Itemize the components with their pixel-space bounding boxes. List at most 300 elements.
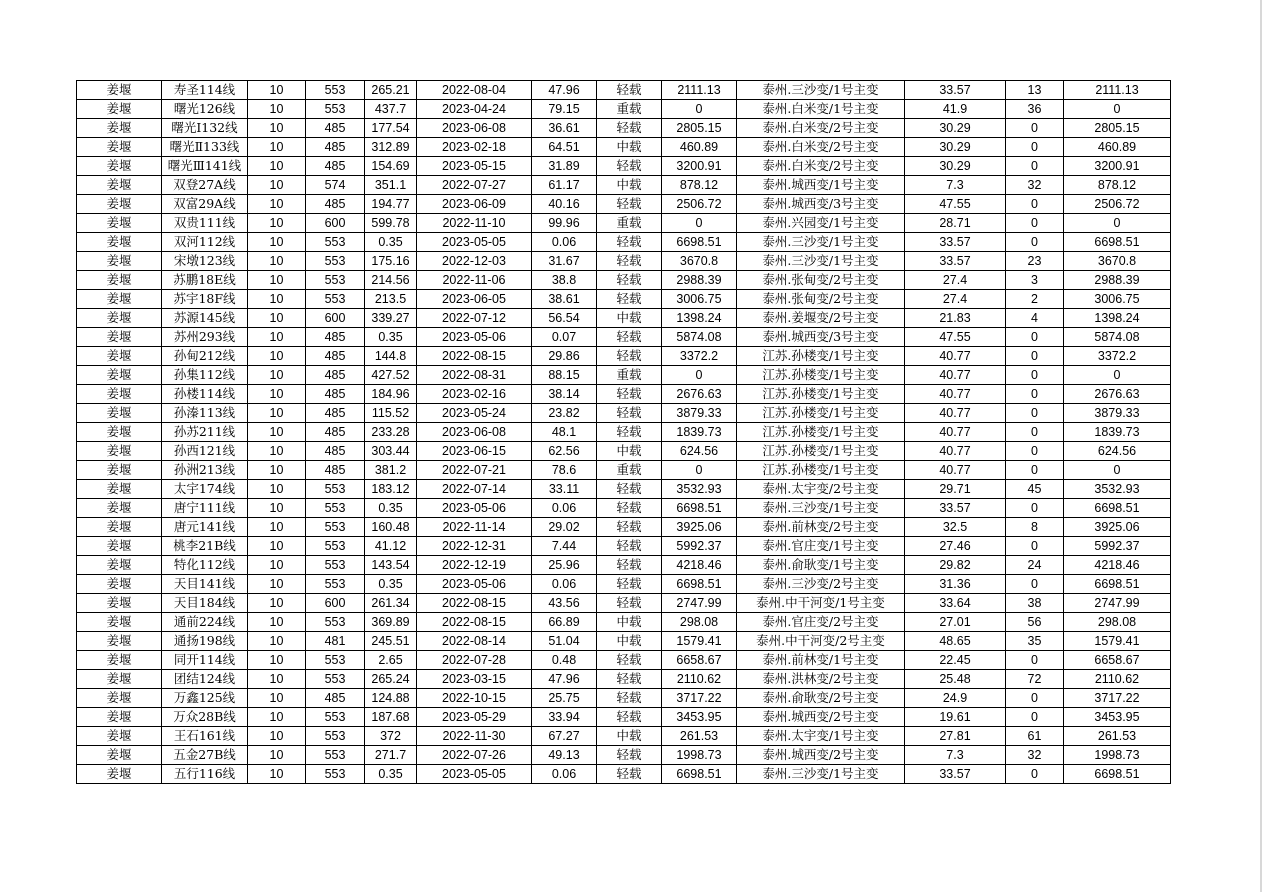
load-status-cell: 轻载 [597, 537, 662, 556]
district-cell: 姜堰 [77, 651, 162, 670]
transformer-cell: 泰州.兴园变/1号主变 [737, 214, 905, 233]
rated-capacity-cell: 485 [306, 138, 365, 157]
rated-capacity-cell: 485 [306, 689, 365, 708]
feeder-name-cell: 桃李21B线 [162, 537, 248, 556]
voltage-cell: 10 [248, 651, 306, 670]
remaining-capacity-cell: 5874.08 [1064, 328, 1171, 347]
max-load-date-cell: 2023-06-08 [417, 119, 532, 138]
load-status-cell: 轻载 [597, 708, 662, 727]
remaining-capacity-cell: 3925.06 [1064, 518, 1171, 537]
transformer-load-rate-cell: 48.65 [905, 632, 1006, 651]
district-cell: 姜堰 [77, 214, 162, 233]
feeder-name-cell: 苏宇18F线 [162, 290, 248, 309]
transformer-load-rate-cell: 19.61 [905, 708, 1006, 727]
max-load-cell: 0.35 [365, 765, 417, 784]
available-capacity-cell: 6698.51 [662, 233, 737, 252]
transformer-load-rate-cell: 27.81 [905, 727, 1006, 746]
table-row [77, 556, 1171, 575]
remaining-capacity-cell: 0 [1064, 214, 1171, 233]
max-load-date-cell: 2022-07-26 [417, 746, 532, 765]
transformer-load-rate-cell: 40.77 [905, 347, 1006, 366]
available-capacity-cell: 2110.62 [662, 670, 737, 689]
remaining-capacity-cell: 2747.99 [1064, 594, 1171, 613]
load-status-cell: 轻载 [597, 328, 662, 347]
feeder-name-cell: 孙溱113线 [162, 404, 248, 423]
pending-count-cell: 0 [1006, 765, 1064, 784]
remaining-capacity-cell: 2506.72 [1064, 195, 1171, 214]
pending-count-cell: 23 [1006, 252, 1064, 271]
transformer-cell: 泰州.太宇变/1号主变 [737, 727, 905, 746]
available-capacity-cell: 2676.63 [662, 385, 737, 404]
pending-count-cell: 0 [1006, 423, 1064, 442]
transformer-load-rate-cell: 30.29 [905, 119, 1006, 138]
max-load-date-cell: 2022-12-31 [417, 537, 532, 556]
max-load-cell: 233.28 [365, 423, 417, 442]
max-load-date-cell: 2022-08-15 [417, 613, 532, 632]
load-status-cell: 轻载 [597, 271, 662, 290]
remaining-capacity-cell: 6698.51 [1064, 765, 1171, 784]
rated-capacity-cell: 485 [306, 366, 365, 385]
available-capacity-cell: 1998.73 [662, 746, 737, 765]
transformer-load-rate-cell: 27.4 [905, 290, 1006, 309]
max-load-cell: 437.7 [365, 100, 417, 119]
load-rate-cell: 25.96 [532, 556, 597, 575]
pending-count-cell: 0 [1006, 214, 1064, 233]
transformer-cell: 泰州.张甸变/2号主变 [737, 290, 905, 309]
feeder-name-cell: 五金27B线 [162, 746, 248, 765]
load-rate-cell: 79.15 [532, 100, 597, 119]
load-rate-cell: 0.06 [532, 233, 597, 252]
load-rate-cell: 36.61 [532, 119, 597, 138]
transformer-cell: 泰州.三沙变/1号主变 [737, 233, 905, 252]
remaining-capacity-cell: 298.08 [1064, 613, 1171, 632]
max-load-cell: 175.16 [365, 252, 417, 271]
load-status-cell: 轻载 [597, 689, 662, 708]
max-load-cell: 339.27 [365, 309, 417, 328]
remaining-capacity-cell: 1998.73 [1064, 746, 1171, 765]
load-rate-cell: 38.8 [532, 271, 597, 290]
load-status-cell: 重载 [597, 366, 662, 385]
load-status-cell: 轻载 [597, 556, 662, 575]
rated-capacity-cell: 485 [306, 423, 365, 442]
transformer-load-rate-cell: 40.77 [905, 385, 1006, 404]
max-load-cell: 599.78 [365, 214, 417, 233]
pending-count-cell: 24 [1006, 556, 1064, 575]
table-row [77, 613, 1171, 632]
feeder-name-cell: 寿圣114线 [162, 81, 248, 100]
available-capacity-cell: 3006.75 [662, 290, 737, 309]
transformer-load-rate-cell: 33.57 [905, 81, 1006, 100]
rated-capacity-cell: 600 [306, 309, 365, 328]
load-rate-cell: 38.61 [532, 290, 597, 309]
available-capacity-cell: 2805.15 [662, 119, 737, 138]
load-rate-cell: 49.13 [532, 746, 597, 765]
load-status-cell: 中载 [597, 138, 662, 157]
max-load-date-cell: 2023-02-16 [417, 385, 532, 404]
voltage-cell: 10 [248, 423, 306, 442]
max-load-date-cell: 2022-12-19 [417, 556, 532, 575]
transformer-cell: 泰州.前林变/2号主变 [737, 518, 905, 537]
voltage-cell: 10 [248, 81, 306, 100]
feeder-name-cell: 曙光Ⅰ132线 [162, 119, 248, 138]
transformer-cell: 泰州.三沙变/1号主变 [737, 765, 905, 784]
district-cell: 姜堰 [77, 556, 162, 575]
table-row [77, 518, 1171, 537]
rated-capacity-cell: 481 [306, 632, 365, 651]
load-status-cell: 轻载 [597, 499, 662, 518]
transformer-load-rate-cell: 41.9 [905, 100, 1006, 119]
max-load-cell: 372 [365, 727, 417, 746]
available-capacity-cell: 1579.41 [662, 632, 737, 651]
max-load-cell: 184.96 [365, 385, 417, 404]
max-load-cell: 154.69 [365, 157, 417, 176]
rated-capacity-cell: 485 [306, 385, 365, 404]
voltage-cell: 10 [248, 309, 306, 328]
max-load-date-cell: 2022-11-14 [417, 518, 532, 537]
pending-count-cell: 0 [1006, 347, 1064, 366]
voltage-cell: 10 [248, 271, 306, 290]
feeder-name-cell: 万众28B线 [162, 708, 248, 727]
rated-capacity-cell: 485 [306, 442, 365, 461]
remaining-capacity-cell: 1839.73 [1064, 423, 1171, 442]
load-rate-cell: 56.54 [532, 309, 597, 328]
feeder-name-cell: 曙光Ⅲ141线 [162, 157, 248, 176]
max-load-date-cell: 2023-06-08 [417, 423, 532, 442]
voltage-cell: 10 [248, 214, 306, 233]
transformer-cell: 泰州.白米变/1号主变 [737, 100, 905, 119]
table-row [77, 138, 1171, 157]
load-status-cell: 轻载 [597, 575, 662, 594]
transformer-cell: 江苏.孙楼变/1号主变 [737, 461, 905, 480]
max-load-cell: 261.34 [365, 594, 417, 613]
transformer-cell: 泰州.俞耿变/1号主变 [737, 556, 905, 575]
transformer-load-rate-cell: 25.48 [905, 670, 1006, 689]
load-status-cell: 重载 [597, 100, 662, 119]
district-cell: 姜堰 [77, 233, 162, 252]
transformer-cell: 泰州.三沙变/1号主变 [737, 499, 905, 518]
pending-count-cell: 0 [1006, 461, 1064, 480]
pending-count-cell: 45 [1006, 480, 1064, 499]
feeder-name-cell: 曙光126线 [162, 100, 248, 119]
available-capacity-cell: 2747.99 [662, 594, 737, 613]
max-load-date-cell: 2023-02-18 [417, 138, 532, 157]
transformer-cell: 泰州.姜堰变/2号主变 [737, 309, 905, 328]
voltage-cell: 10 [248, 290, 306, 309]
load-status-cell: 轻载 [597, 480, 662, 499]
transformer-load-rate-cell: 33.57 [905, 499, 1006, 518]
max-load-cell: 271.7 [365, 746, 417, 765]
remaining-capacity-cell: 3532.93 [1064, 480, 1171, 499]
remaining-capacity-cell: 4218.46 [1064, 556, 1171, 575]
table-row [77, 480, 1171, 499]
remaining-capacity-cell: 624.56 [1064, 442, 1171, 461]
district-cell: 姜堰 [77, 404, 162, 423]
transformer-cell: 泰州.城西变/1号主变 [737, 176, 905, 195]
transformer-cell: 泰州.城西变/3号主变 [737, 328, 905, 347]
load-status-cell: 轻载 [597, 518, 662, 537]
transformer-load-rate-cell: 40.77 [905, 442, 1006, 461]
voltage-cell: 10 [248, 347, 306, 366]
available-capacity-cell: 3717.22 [662, 689, 737, 708]
transformer-cell: 泰州.前林变/1号主变 [737, 651, 905, 670]
voltage-cell: 10 [248, 670, 306, 689]
pending-count-cell: 0 [1006, 328, 1064, 347]
available-capacity-cell: 0 [662, 461, 737, 480]
voltage-cell: 10 [248, 138, 306, 157]
voltage-cell: 10 [248, 157, 306, 176]
rated-capacity-cell: 553 [306, 556, 365, 575]
transformer-load-rate-cell: 40.77 [905, 461, 1006, 480]
transformer-load-rate-cell: 7.3 [905, 746, 1006, 765]
rated-capacity-cell: 574 [306, 176, 365, 195]
remaining-capacity-cell: 1579.41 [1064, 632, 1171, 651]
remaining-capacity-cell: 3717.22 [1064, 689, 1171, 708]
available-capacity-cell: 2111.13 [662, 81, 737, 100]
max-load-date-cell: 2022-10-15 [417, 689, 532, 708]
table-row [77, 765, 1171, 784]
available-capacity-cell: 3372.2 [662, 347, 737, 366]
rated-capacity-cell: 485 [306, 461, 365, 480]
rated-capacity-cell: 553 [306, 290, 365, 309]
available-capacity-cell: 2988.39 [662, 271, 737, 290]
table-row [77, 309, 1171, 328]
remaining-capacity-cell: 0 [1064, 461, 1171, 480]
pending-count-cell: 0 [1006, 385, 1064, 404]
district-cell: 姜堰 [77, 765, 162, 784]
available-capacity-cell: 6698.51 [662, 575, 737, 594]
max-load-cell: 143.54 [365, 556, 417, 575]
pending-count-cell: 8 [1006, 518, 1064, 537]
table-row [77, 670, 1171, 689]
voltage-cell: 10 [248, 613, 306, 632]
load-rate-cell: 7.44 [532, 537, 597, 556]
transformer-load-rate-cell: 21.83 [905, 309, 1006, 328]
table-row [77, 423, 1171, 442]
voltage-cell: 10 [248, 252, 306, 271]
max-load-date-cell: 2022-07-28 [417, 651, 532, 670]
max-load-cell: 160.48 [365, 518, 417, 537]
table-row [77, 81, 1171, 100]
table-row [77, 347, 1171, 366]
load-status-cell: 中载 [597, 176, 662, 195]
transformer-cell: 江苏.孙楼变/1号主变 [737, 347, 905, 366]
district-cell: 姜堰 [77, 518, 162, 537]
table-row [77, 404, 1171, 423]
transformer-load-rate-cell: 22.45 [905, 651, 1006, 670]
load-status-cell: 轻载 [597, 119, 662, 138]
load-status-cell: 轻载 [597, 290, 662, 309]
rated-capacity-cell: 553 [306, 252, 365, 271]
max-load-cell: 0.35 [365, 233, 417, 252]
remaining-capacity-cell: 3372.2 [1064, 347, 1171, 366]
max-load-date-cell: 2022-08-31 [417, 366, 532, 385]
available-capacity-cell: 624.56 [662, 442, 737, 461]
table-body [77, 81, 1171, 784]
feeder-name-cell: 双河112线 [162, 233, 248, 252]
voltage-cell: 10 [248, 518, 306, 537]
load-status-cell: 轻载 [597, 81, 662, 100]
available-capacity-cell: 2506.72 [662, 195, 737, 214]
district-cell: 姜堰 [77, 708, 162, 727]
load-rate-cell: 66.89 [532, 613, 597, 632]
transformer-cell: 江苏.孙楼变/1号主变 [737, 366, 905, 385]
feeder-name-cell: 双富29A线 [162, 195, 248, 214]
available-capacity-cell: 298.08 [662, 613, 737, 632]
transformer-load-rate-cell: 32.5 [905, 518, 1006, 537]
available-capacity-cell: 6698.51 [662, 765, 737, 784]
load-status-cell: 重载 [597, 214, 662, 233]
transformer-load-rate-cell: 31.36 [905, 575, 1006, 594]
district-cell: 姜堰 [77, 366, 162, 385]
load-rate-cell: 99.96 [532, 214, 597, 233]
district-cell: 姜堰 [77, 670, 162, 689]
max-load-date-cell: 2023-05-06 [417, 499, 532, 518]
transformer-load-rate-cell: 27.4 [905, 271, 1006, 290]
pending-count-cell: 38 [1006, 594, 1064, 613]
max-load-date-cell: 2022-08-15 [417, 347, 532, 366]
district-cell: 姜堰 [77, 328, 162, 347]
table-row [77, 233, 1171, 252]
max-load-cell: 41.12 [365, 537, 417, 556]
feeder-name-cell: 唐元141线 [162, 518, 248, 537]
max-load-date-cell: 2022-07-21 [417, 461, 532, 480]
load-rate-cell: 62.56 [532, 442, 597, 461]
transformer-load-rate-cell: 27.01 [905, 613, 1006, 632]
available-capacity-cell: 3925.06 [662, 518, 737, 537]
rated-capacity-cell: 485 [306, 404, 365, 423]
feeder-name-cell: 万鑫125线 [162, 689, 248, 708]
max-load-cell: 177.54 [365, 119, 417, 138]
voltage-cell: 10 [248, 461, 306, 480]
max-load-date-cell: 2023-04-24 [417, 100, 532, 119]
rated-capacity-cell: 553 [306, 271, 365, 290]
transformer-cell: 泰州.白米变/2号主变 [737, 119, 905, 138]
voltage-cell: 10 [248, 575, 306, 594]
transformer-cell: 泰州.中干河变/1号主变 [737, 594, 905, 613]
max-load-date-cell: 2022-07-12 [417, 309, 532, 328]
pending-count-cell: 0 [1006, 157, 1064, 176]
load-status-cell: 轻载 [597, 252, 662, 271]
max-load-cell: 303.44 [365, 442, 417, 461]
pending-count-cell: 4 [1006, 309, 1064, 328]
feeder-name-cell: 孙楼114线 [162, 385, 248, 404]
rated-capacity-cell: 553 [306, 537, 365, 556]
transformer-cell: 泰州.三沙变/1号主变 [737, 252, 905, 271]
remaining-capacity-cell: 5992.37 [1064, 537, 1171, 556]
max-load-cell: 214.56 [365, 271, 417, 290]
transformer-cell: 江苏.孙楼变/1号主变 [737, 385, 905, 404]
load-status-cell: 轻载 [597, 594, 662, 613]
load-rate-cell: 23.82 [532, 404, 597, 423]
pending-count-cell: 0 [1006, 499, 1064, 518]
pending-count-cell: 13 [1006, 81, 1064, 100]
voltage-cell: 10 [248, 708, 306, 727]
rated-capacity-cell: 553 [306, 575, 365, 594]
max-load-cell: 381.2 [365, 461, 417, 480]
table-row [77, 651, 1171, 670]
transformer-cell: 江苏.孙楼变/1号主变 [737, 404, 905, 423]
rated-capacity-cell: 553 [306, 651, 365, 670]
max-load-date-cell: 2022-11-10 [417, 214, 532, 233]
district-cell: 姜堰 [77, 176, 162, 195]
pending-count-cell: 0 [1006, 195, 1064, 214]
transformer-cell: 泰州.洪林变/2号主变 [737, 670, 905, 689]
remaining-capacity-cell: 6698.51 [1064, 499, 1171, 518]
transformer-load-rate-cell: 33.57 [905, 765, 1006, 784]
load-rate-cell: 48.1 [532, 423, 597, 442]
max-load-date-cell: 2023-05-15 [417, 157, 532, 176]
available-capacity-cell: 6658.67 [662, 651, 737, 670]
district-cell: 姜堰 [77, 499, 162, 518]
feeder-name-cell: 孙西121线 [162, 442, 248, 461]
rated-capacity-cell: 553 [306, 727, 365, 746]
transformer-cell: 泰州.城西变/2号主变 [737, 708, 905, 727]
transformer-cell: 泰州.太宇变/2号主变 [737, 480, 905, 499]
remaining-capacity-cell: 3670.8 [1064, 252, 1171, 271]
max-load-date-cell: 2023-06-05 [417, 290, 532, 309]
table-row [77, 461, 1171, 480]
district-cell: 姜堰 [77, 575, 162, 594]
max-load-date-cell: 2022-11-06 [417, 271, 532, 290]
feeder-load-table [76, 80, 1171, 784]
district-cell: 姜堰 [77, 347, 162, 366]
max-load-cell: 144.8 [365, 347, 417, 366]
load-rate-cell: 25.75 [532, 689, 597, 708]
max-load-cell: 265.24 [365, 670, 417, 689]
pending-count-cell: 0 [1006, 233, 1064, 252]
max-load-date-cell: 2023-03-15 [417, 670, 532, 689]
load-status-cell: 重载 [597, 461, 662, 480]
transformer-load-rate-cell: 28.71 [905, 214, 1006, 233]
load-status-cell: 轻载 [597, 746, 662, 765]
load-rate-cell: 0.06 [532, 575, 597, 594]
district-cell: 姜堰 [77, 746, 162, 765]
rated-capacity-cell: 553 [306, 670, 365, 689]
table-row [77, 214, 1171, 233]
available-capacity-cell: 3200.91 [662, 157, 737, 176]
pending-count-cell: 0 [1006, 537, 1064, 556]
pending-count-cell: 0 [1006, 138, 1064, 157]
district-cell: 姜堰 [77, 157, 162, 176]
feeder-name-cell: 孙集112线 [162, 366, 248, 385]
feeder-name-cell: 太宇174线 [162, 480, 248, 499]
load-status-cell: 轻载 [597, 765, 662, 784]
table-row [77, 575, 1171, 594]
load-rate-cell: 88.15 [532, 366, 597, 385]
pending-count-cell: 0 [1006, 689, 1064, 708]
load-rate-cell: 40.16 [532, 195, 597, 214]
load-rate-cell: 29.86 [532, 347, 597, 366]
load-status-cell: 轻载 [597, 404, 662, 423]
load-status-cell: 轻载 [597, 670, 662, 689]
remaining-capacity-cell: 6698.51 [1064, 575, 1171, 594]
pending-count-cell: 32 [1006, 176, 1064, 195]
district-cell: 姜堰 [77, 727, 162, 746]
remaining-capacity-cell: 878.12 [1064, 176, 1171, 195]
district-cell: 姜堰 [77, 290, 162, 309]
pending-count-cell: 0 [1006, 366, 1064, 385]
table-row [77, 290, 1171, 309]
pending-count-cell: 3 [1006, 271, 1064, 290]
feeder-name-cell: 宋墩123线 [162, 252, 248, 271]
feeder-name-cell: 双登27A线 [162, 176, 248, 195]
remaining-capacity-cell: 0 [1064, 100, 1171, 119]
remaining-capacity-cell: 3879.33 [1064, 404, 1171, 423]
feeder-name-cell: 孙苏211线 [162, 423, 248, 442]
rated-capacity-cell: 600 [306, 214, 365, 233]
voltage-cell: 10 [248, 689, 306, 708]
pending-count-cell: 0 [1006, 404, 1064, 423]
